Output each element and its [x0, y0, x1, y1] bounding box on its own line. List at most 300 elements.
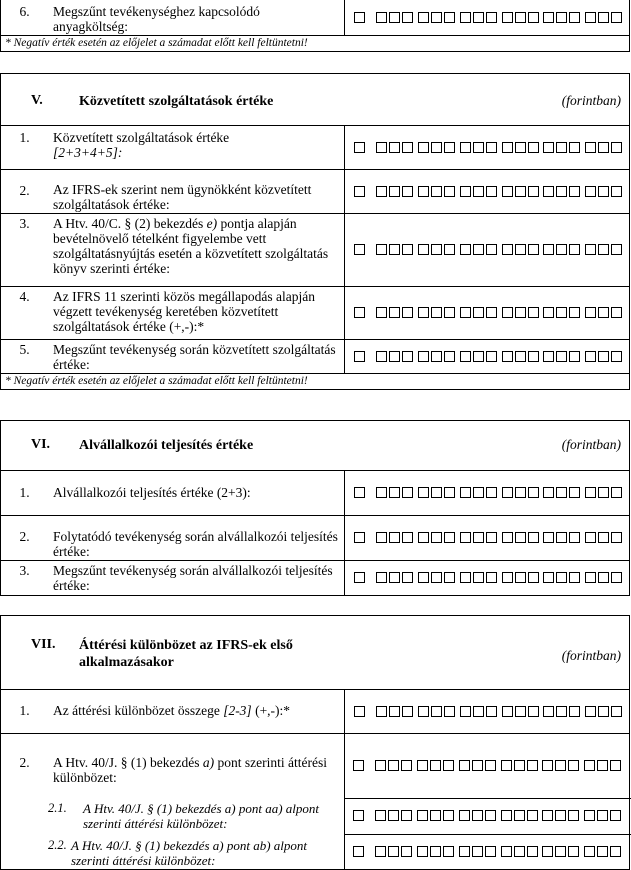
digit-box[interactable] [514, 810, 525, 821]
digit-group[interactable] [502, 351, 541, 363]
digit-box[interactable] [375, 810, 386, 821]
digit-box[interactable] [473, 487, 484, 498]
digit-box[interactable] [501, 846, 512, 857]
digit-box[interactable] [444, 186, 455, 197]
digit-box[interactable] [389, 706, 400, 717]
digit-box[interactable] [598, 244, 609, 255]
digit-box[interactable] [528, 487, 539, 498]
digit-box[interactable] [402, 706, 413, 717]
digit-group[interactable] [585, 186, 624, 198]
digit-box[interactable] [473, 572, 484, 583]
digit-box[interactable] [444, 532, 455, 543]
digit-box[interactable] [568, 810, 579, 821]
digit-box[interactable] [611, 142, 622, 153]
digit-group[interactable] [375, 846, 414, 858]
sign-box[interactable] [354, 307, 367, 319]
digit-box[interactable] [431, 351, 442, 362]
digit-group[interactable] [460, 186, 499, 198]
digit-group[interactable] [418, 532, 457, 544]
digit-box[interactable] [584, 760, 595, 771]
digit-box[interactable] [528, 706, 539, 717]
digit-box[interactable] [543, 487, 554, 498]
digit-box[interactable] [460, 186, 471, 197]
digit-box[interactable] [514, 760, 525, 771]
digit-box[interactable] [514, 846, 525, 857]
digit-box[interactable] [460, 142, 471, 153]
digit-box[interactable] [542, 760, 553, 771]
digit-group[interactable] [543, 572, 582, 584]
digit-box[interactable] [431, 244, 442, 255]
digit-box[interactable] [585, 487, 596, 498]
digit-box[interactable] [460, 12, 471, 23]
digit-box[interactable] [515, 351, 526, 362]
digit-box[interactable] [543, 186, 554, 197]
digit-box[interactable] [375, 846, 386, 857]
digit-box[interactable] [485, 810, 496, 821]
digit-box[interactable] [430, 760, 441, 771]
digit-box[interactable] [585, 12, 596, 23]
sign-box[interactable] [353, 810, 366, 822]
digit-box[interactable] [555, 846, 566, 857]
sign-box[interactable] [354, 487, 367, 499]
digit-group[interactable] [460, 244, 499, 256]
digit-box[interactable] [472, 760, 483, 771]
digit-group[interactable] [418, 142, 457, 154]
digit-box[interactable] [418, 487, 429, 498]
digit-box[interactable] [443, 846, 454, 857]
digit-group[interactable] [376, 307, 415, 319]
amount-field[interactable] [344, 340, 631, 373]
digit-group[interactable] [376, 142, 415, 154]
digit-box[interactable] [431, 572, 442, 583]
digit-box[interactable] [473, 186, 484, 197]
digit-box[interactable] [585, 572, 596, 583]
digit-box[interactable] [528, 244, 539, 255]
digit-group[interactable] [585, 244, 624, 256]
digit-group[interactable] [502, 706, 541, 718]
digit-box[interactable] [528, 351, 539, 362]
digit-box[interactable] [584, 846, 595, 857]
digit-box[interactable] [376, 244, 387, 255]
digit-group[interactable] [502, 307, 541, 319]
digit-group[interactable] [584, 846, 623, 858]
digit-box[interactable] [376, 307, 387, 318]
digit-box[interactable] [473, 706, 484, 717]
digit-box[interactable] [389, 244, 400, 255]
digit-group[interactable] [502, 487, 541, 499]
sign-box[interactable] [354, 706, 367, 718]
digit-box[interactable] [611, 487, 622, 498]
digit-box[interactable] [459, 810, 470, 821]
digit-box[interactable] [431, 706, 442, 717]
digit-box[interactable] [354, 532, 365, 543]
digit-group[interactable] [585, 532, 624, 544]
digit-box[interactable] [388, 760, 399, 771]
digit-group[interactable] [543, 244, 582, 256]
digit-box[interactable] [528, 142, 539, 153]
digit-box[interactable] [569, 351, 580, 362]
digit-group[interactable] [585, 351, 624, 363]
digit-box[interactable] [376, 12, 387, 23]
digit-box[interactable] [389, 572, 400, 583]
digit-box[interactable] [473, 244, 484, 255]
digit-box[interactable] [502, 706, 513, 717]
digit-box[interactable] [598, 351, 609, 362]
digit-box[interactable] [444, 307, 455, 318]
digit-group[interactable] [376, 351, 415, 363]
digit-box[interactable] [388, 810, 399, 821]
digit-box[interactable] [444, 572, 455, 583]
digit-box[interactable] [444, 12, 455, 23]
digit-box[interactable] [418, 186, 429, 197]
digit-box[interactable] [556, 572, 567, 583]
digit-box[interactable] [418, 351, 429, 362]
digit-box[interactable] [528, 186, 539, 197]
digit-box[interactable] [569, 142, 580, 153]
digit-group[interactable] [460, 12, 499, 24]
sign-box[interactable] [353, 846, 366, 858]
digit-box[interactable] [459, 760, 470, 771]
digit-box[interactable] [542, 810, 553, 821]
digit-box[interactable] [376, 351, 387, 362]
digit-group[interactable] [542, 760, 581, 772]
digit-box[interactable] [486, 12, 497, 23]
digit-box[interactable] [556, 142, 567, 153]
digit-box[interactable] [354, 706, 365, 717]
digit-box[interactable] [444, 351, 455, 362]
digit-box[interactable] [568, 760, 579, 771]
digit-group[interactable] [460, 572, 499, 584]
digit-box[interactable] [486, 532, 497, 543]
digit-box[interactable] [473, 142, 484, 153]
digit-box[interactable] [543, 142, 554, 153]
digit-group[interactable] [418, 186, 457, 198]
amount-field[interactable] [344, 126, 631, 169]
digit-box[interactable] [556, 12, 567, 23]
sign-box[interactable] [354, 572, 367, 584]
digit-group[interactable] [584, 760, 623, 772]
digit-group[interactable] [376, 532, 415, 544]
digit-box[interactable] [584, 810, 595, 821]
digit-group[interactable] [376, 186, 415, 198]
digit-group[interactable] [542, 846, 581, 858]
digit-box[interactable] [460, 244, 471, 255]
digit-box[interactable] [543, 532, 554, 543]
digit-box[interactable] [376, 572, 387, 583]
digit-box[interactable] [597, 810, 608, 821]
digit-box[interactable] [611, 532, 622, 543]
digit-group[interactable] [375, 810, 414, 822]
digit-box[interactable] [389, 142, 400, 153]
digit-box[interactable] [556, 706, 567, 717]
digit-box[interactable] [354, 351, 365, 362]
digit-group[interactable] [418, 244, 457, 256]
digit-box[interactable] [585, 532, 596, 543]
digit-box[interactable] [556, 487, 567, 498]
digit-group[interactable] [502, 244, 541, 256]
digit-box[interactable] [402, 351, 413, 362]
digit-group[interactable] [459, 810, 498, 822]
digit-box[interactable] [431, 142, 442, 153]
digit-box[interactable] [444, 142, 455, 153]
digit-box[interactable] [401, 760, 412, 771]
digit-box[interactable] [585, 244, 596, 255]
digit-box[interactable] [460, 706, 471, 717]
digit-group[interactable] [460, 142, 499, 154]
sign-box[interactable] [354, 532, 367, 544]
digit-box[interactable] [444, 487, 455, 498]
digit-box[interactable] [389, 12, 400, 23]
digit-box[interactable] [417, 810, 428, 821]
digit-group[interactable] [543, 186, 582, 198]
digit-box[interactable] [502, 307, 513, 318]
digit-box[interactable] [502, 532, 513, 543]
digit-box[interactable] [556, 244, 567, 255]
digit-box[interactable] [376, 142, 387, 153]
digit-box[interactable] [431, 307, 442, 318]
digit-box[interactable] [353, 810, 364, 821]
digit-box[interactable] [569, 487, 580, 498]
digit-box[interactable] [542, 846, 553, 857]
sign-box[interactable] [354, 351, 367, 363]
digit-group[interactable] [459, 760, 498, 772]
digit-group[interactable] [543, 307, 582, 319]
digit-box[interactable] [502, 12, 513, 23]
digit-box[interactable] [486, 351, 497, 362]
digit-box[interactable] [556, 532, 567, 543]
digit-group[interactable] [375, 760, 414, 772]
digit-box[interactable] [354, 572, 365, 583]
digit-box[interactable] [569, 706, 580, 717]
digit-box[interactable] [597, 760, 608, 771]
digit-box[interactable] [376, 186, 387, 197]
digit-box[interactable] [473, 12, 484, 23]
digit-box[interactable] [556, 307, 567, 318]
digit-box[interactable] [417, 846, 428, 857]
digit-box[interactable] [515, 532, 526, 543]
digit-box[interactable] [431, 12, 442, 23]
digit-box[interactable] [527, 810, 538, 821]
digit-box[interactable] [389, 351, 400, 362]
digit-box[interactable] [402, 244, 413, 255]
sign-box[interactable] [354, 244, 367, 256]
digit-group[interactable] [460, 307, 499, 319]
amount-field[interactable] [344, 471, 631, 515]
digit-box[interactable] [501, 810, 512, 821]
digit-group[interactable] [502, 186, 541, 198]
digit-group[interactable] [418, 351, 457, 363]
digit-box[interactable] [569, 186, 580, 197]
digit-group[interactable] [418, 487, 457, 499]
digit-box[interactable] [611, 244, 622, 255]
digit-box[interactable] [402, 12, 413, 23]
digit-group[interactable] [542, 810, 581, 822]
digit-box[interactable] [610, 846, 621, 857]
digit-box[interactable] [598, 12, 609, 23]
digit-box[interactable] [555, 810, 566, 821]
digit-box[interactable] [543, 12, 554, 23]
digit-box[interactable] [473, 307, 484, 318]
digit-box[interactable] [389, 307, 400, 318]
digit-box[interactable] [354, 307, 365, 318]
digit-box[interactable] [444, 706, 455, 717]
digit-box[interactable] [515, 142, 526, 153]
digit-group[interactable] [418, 706, 457, 718]
digit-box[interactable] [418, 532, 429, 543]
digit-box[interactable] [515, 307, 526, 318]
digit-box[interactable] [528, 12, 539, 23]
digit-box[interactable] [486, 487, 497, 498]
digit-box[interactable] [418, 706, 429, 717]
digit-box[interactable] [611, 572, 622, 583]
digit-box[interactable] [515, 487, 526, 498]
digit-group[interactable] [501, 846, 540, 858]
digit-group[interactable] [543, 351, 582, 363]
digit-box[interactable] [543, 572, 554, 583]
digit-box[interactable] [418, 572, 429, 583]
digit-group[interactable] [376, 244, 415, 256]
digit-box[interactable] [402, 572, 413, 583]
digit-box[interactable] [486, 244, 497, 255]
digit-group[interactable] [585, 12, 624, 24]
digit-group[interactable] [417, 760, 456, 772]
digit-box[interactable] [569, 12, 580, 23]
digit-box[interactable] [460, 572, 471, 583]
digit-box[interactable] [431, 487, 442, 498]
digit-box[interactable] [543, 706, 554, 717]
digit-group[interactable] [501, 810, 540, 822]
digit-box[interactable] [598, 706, 609, 717]
digit-box[interactable] [598, 186, 609, 197]
digit-box[interactable] [556, 186, 567, 197]
amount-field[interactable] [344, 734, 631, 799]
digit-group[interactable] [460, 532, 499, 544]
sign-box[interactable] [354, 12, 367, 24]
digit-group[interactable] [502, 572, 541, 584]
digit-group[interactable] [543, 706, 582, 718]
digit-group[interactable] [543, 487, 582, 499]
digit-box[interactable] [460, 307, 471, 318]
digit-box[interactable] [485, 846, 496, 857]
digit-box[interactable] [610, 810, 621, 821]
digit-group[interactable] [418, 307, 457, 319]
digit-box[interactable] [418, 307, 429, 318]
digit-box[interactable] [528, 532, 539, 543]
digit-box[interactable] [472, 846, 483, 857]
digit-group[interactable] [417, 810, 456, 822]
digit-box[interactable] [527, 760, 538, 771]
digit-box[interactable] [585, 142, 596, 153]
digit-box[interactable] [389, 186, 400, 197]
digit-box[interactable] [354, 244, 365, 255]
digit-box[interactable] [431, 532, 442, 543]
amount-field[interactable] [344, 214, 631, 286]
digit-group[interactable] [502, 532, 541, 544]
digit-box[interactable] [354, 142, 365, 153]
digit-box[interactable] [598, 307, 609, 318]
digit-box[interactable] [486, 142, 497, 153]
digit-box[interactable] [430, 810, 441, 821]
digit-box[interactable] [354, 186, 365, 197]
digit-group[interactable] [460, 351, 499, 363]
amount-field[interactable] [344, 0, 631, 35]
digit-box[interactable] [486, 572, 497, 583]
digit-box[interactable] [418, 12, 429, 23]
digit-group[interactable] [501, 760, 540, 772]
amount-field[interactable] [344, 287, 631, 339]
digit-group[interactable] [376, 706, 415, 718]
digit-group[interactable] [502, 142, 541, 154]
digit-group[interactable] [376, 572, 415, 584]
digit-box[interactable] [388, 846, 399, 857]
digit-box[interactable] [515, 12, 526, 23]
digit-box[interactable] [486, 307, 497, 318]
digit-group[interactable] [460, 706, 499, 718]
digit-box[interactable] [486, 186, 497, 197]
digit-box[interactable] [515, 572, 526, 583]
digit-box[interactable] [401, 846, 412, 857]
digit-box[interactable] [502, 244, 513, 255]
digit-box[interactable] [543, 244, 554, 255]
digit-group[interactable] [418, 572, 457, 584]
digit-box[interactable] [569, 572, 580, 583]
digit-box[interactable] [585, 706, 596, 717]
digit-box[interactable] [401, 810, 412, 821]
digit-box[interactable] [611, 12, 622, 23]
digit-box[interactable] [515, 186, 526, 197]
digit-box[interactable] [473, 351, 484, 362]
digit-box[interactable] [502, 186, 513, 197]
digit-box[interactable] [443, 810, 454, 821]
digit-box[interactable] [585, 186, 596, 197]
digit-box[interactable] [556, 351, 567, 362]
digit-box[interactable] [585, 307, 596, 318]
digit-box[interactable] [515, 706, 526, 717]
digit-box[interactable] [431, 186, 442, 197]
digit-box[interactable] [610, 760, 621, 771]
digit-box[interactable] [402, 307, 413, 318]
digit-box[interactable] [598, 142, 609, 153]
digit-box[interactable] [376, 532, 387, 543]
digit-group[interactable] [585, 706, 624, 718]
digit-group[interactable] [585, 487, 624, 499]
digit-box[interactable] [472, 810, 483, 821]
digit-box[interactable] [459, 846, 470, 857]
amount-field[interactable] [344, 561, 631, 595]
digit-group[interactable] [376, 487, 415, 499]
digit-box[interactable] [502, 142, 513, 153]
digit-box[interactable] [502, 351, 513, 362]
digit-box[interactable] [598, 487, 609, 498]
digit-box[interactable] [389, 487, 400, 498]
digit-box[interactable] [354, 12, 365, 23]
digit-group[interactable] [417, 846, 456, 858]
digit-box[interactable] [430, 846, 441, 857]
digit-group[interactable] [543, 532, 582, 544]
digit-group[interactable] [543, 12, 582, 24]
digit-box[interactable] [443, 760, 454, 771]
digit-box[interactable] [611, 186, 622, 197]
digit-box[interactable] [528, 307, 539, 318]
digit-box[interactable] [597, 846, 608, 857]
digit-box[interactable] [375, 760, 386, 771]
digit-box[interactable] [402, 186, 413, 197]
digit-group[interactable] [584, 810, 623, 822]
amount-field[interactable] [344, 798, 631, 835]
sign-box[interactable] [354, 142, 367, 154]
digit-box[interactable] [486, 706, 497, 717]
digit-box[interactable] [376, 487, 387, 498]
